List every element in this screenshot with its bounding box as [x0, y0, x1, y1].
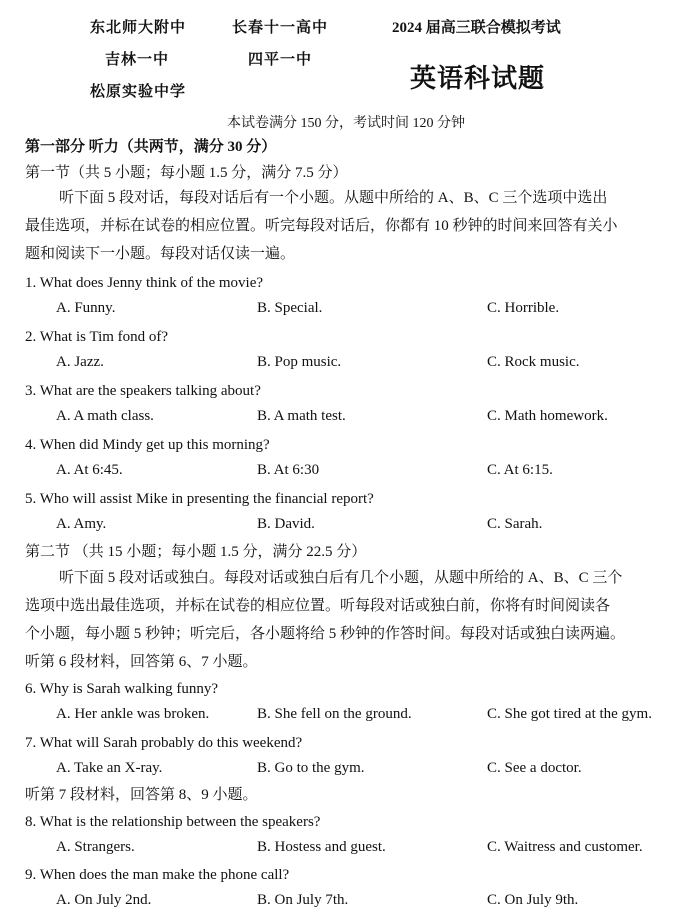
- question-item: [25, 273, 675, 329]
- question-stem: 8. What is the relationship between the speakers?: [25, 814, 321, 830]
- section-instructions: [25, 564, 675, 648]
- option-b: B. Hostess and guest.: [257, 839, 386, 855]
- option-c: C. Math homework.: [487, 408, 608, 424]
- question-stem: 7. What will Sarah probably do this weekend?: [25, 735, 303, 751]
- option-a: A. A math class.: [56, 408, 154, 424]
- option-a: A. Strangers.: [56, 839, 135, 855]
- option-c: C. Rock music.: [487, 354, 580, 370]
- option-b: B. At 6:30: [257, 462, 320, 478]
- school-name: 松原实验中学: [90, 84, 187, 100]
- option-a: A. On July 2nd.: [56, 892, 152, 908]
- instruction-line: 听下面 5 段对话，每段对话后有一个小题。从题中所给的 A、B、C 三个选项中选出: [59, 190, 608, 206]
- part-title: 第一部分 听力（共两节，满分 30 分）: [25, 139, 277, 155]
- section-instructions: [25, 184, 675, 268]
- option-a: A. Amy.: [56, 516, 107, 532]
- question-item: [25, 679, 675, 735]
- question-item: [25, 733, 675, 789]
- option-b: B. She fell on the ground.: [257, 706, 412, 722]
- question-stem: 6. Why is Sarah walking funny?: [25, 681, 219, 697]
- option-a: A. Funny.: [56, 300, 116, 316]
- exam-meta: 本试卷满分 150 分，考试时间 120 分钟: [227, 116, 465, 131]
- option-b: B. A math test.: [257, 408, 346, 424]
- question-stem: 5. Who will assist Mike in presenting the financial report?: [25, 491, 374, 507]
- section-title: 第一节（共 5 小题；每小题 1.5 分，满分 7.5 分）: [25, 165, 348, 181]
- option-a: A. Jazz.: [56, 354, 104, 370]
- question-stem: 1. What does Jenny think of the movie?: [25, 275, 264, 291]
- option-c: C. Horrible.: [487, 300, 560, 316]
- option-b: B. On July 7th.: [257, 892, 349, 908]
- school-name: 吉林一中: [105, 52, 170, 68]
- question-item: [25, 489, 675, 545]
- option-b: B. David.: [257, 516, 315, 532]
- option-b: B. Pop music.: [257, 354, 342, 370]
- instruction-line: 听下面 5 段对话或独白。每段对话或独白后有几个小题，从题中所给的 A、B、C 三个: [59, 570, 623, 586]
- question-stem: 4. When did Mindy get up this morning?: [25, 437, 270, 453]
- school-name: 东北师大附中: [90, 20, 187, 36]
- option-c: C. On July 9th.: [487, 892, 579, 908]
- option-a: A. Her ankle was broken.: [56, 706, 210, 722]
- paper-title: 英语科试题: [410, 64, 546, 93]
- question-stem: 2. What is Tim fond of?: [25, 329, 169, 345]
- question-item: [25, 381, 675, 437]
- instruction-line: 题和阅读下一小题。每段对话仅读一遍。: [25, 246, 296, 262]
- option-c: C. Waitress and customer.: [487, 839, 643, 855]
- question-item: [25, 327, 675, 383]
- material-note: 听第 6 段材料，回答第 6、7 小题。: [25, 654, 258, 670]
- instruction-line: 最佳选项，并标在试卷的相应位置。听完每段对话后，你都有 10 秒钟的时间来回答有关小: [25, 218, 618, 234]
- option-c: C. She got tired at the gym.: [487, 706, 652, 722]
- question-item: [25, 865, 675, 921]
- option-b: B. Special.: [257, 300, 323, 316]
- question-item: [25, 812, 675, 868]
- option-a: A. Take an X-ray.: [56, 760, 163, 776]
- question-item: [25, 435, 675, 491]
- option-c: C. Sarah.: [487, 516, 543, 532]
- school-name: 四平一中: [248, 52, 313, 68]
- option-c: C. At 6:15.: [487, 462, 553, 478]
- section-title: 第二节 （共 15 小题；每小题 1.5 分，满分 22.5 分）: [25, 544, 367, 560]
- school-name: 长春十一高中: [232, 20, 329, 36]
- question-stem: 3. What are the speakers talking about?: [25, 383, 261, 399]
- instruction-line: 个小题，每小题 5 秒钟；听完后，各小题将给 5 秒钟的作答时间。每段对话或独白读两遍。: [25, 626, 626, 642]
- option-b: B. Go to the gym.: [257, 760, 365, 776]
- exam-name: 2024 届高三联合模拟考试: [392, 20, 561, 36]
- material-note: 听第 7 段材料，回答第 8、9 小题。: [25, 787, 258, 803]
- instruction-line: 选项中选出最佳选项，并标在试卷的相应位置。听每段对话或独白前，你将有时间阅读各: [25, 598, 611, 614]
- option-c: C. See a doctor.: [487, 760, 582, 776]
- exam-header: [0, 0, 692, 110]
- option-a: A. At 6:45.: [56, 462, 123, 478]
- question-stem: 9. When does the man make the phone call?: [25, 867, 290, 883]
